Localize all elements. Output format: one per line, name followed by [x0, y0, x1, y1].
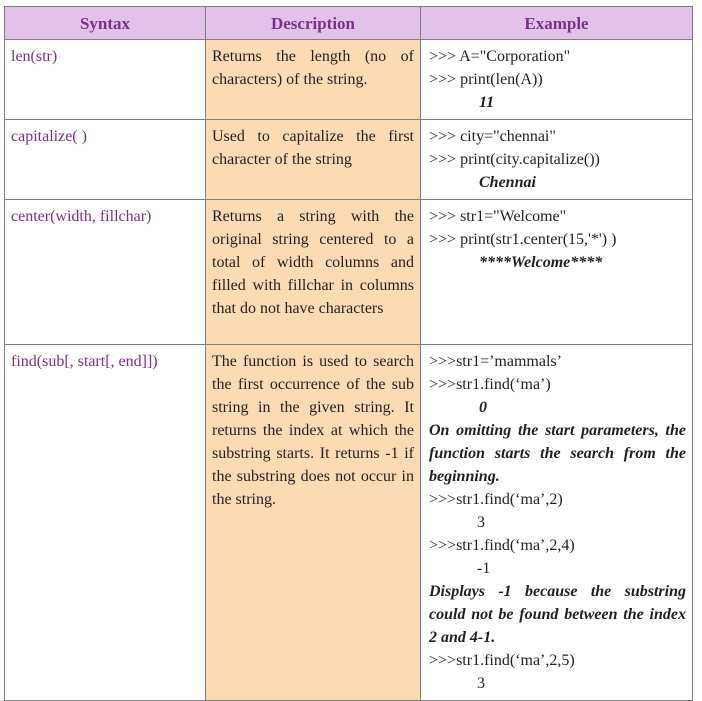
code-line: >>> str1="Welcome" — [429, 208, 567, 225]
syntax-cell: center(width, fillchar) — [5, 200, 206, 345]
description-cell: The function is used to search the first occurrence of the sub string in the given string. It returns the index at which the substring starts. It returns -1 if the substring does not occur in the string. — [206, 345, 421, 701]
syntax-cell: find(sub[, start[, end]]) — [5, 345, 206, 701]
code-line: >>>str1.find(‘ma’,2,5) — [429, 652, 575, 669]
example-cell — [421, 120, 693, 200]
header-row — [5, 7, 693, 40]
output-line: ****Welcome**** — [479, 254, 603, 271]
description-cell: Returns a string with the original string centered to a total of width columns and filled with fillchar in columns that do not have characters — [206, 200, 421, 345]
code-line: >>>str1.find(‘ma’) — [429, 376, 551, 393]
output-line: -1 — [477, 560, 491, 577]
output-line: Chennai — [479, 174, 536, 191]
description-cell: Used to capitalize the first character of the string — [206, 120, 421, 200]
header-example: Example — [421, 7, 693, 40]
output-line: 11 — [479, 94, 495, 111]
description-cell: Returns the length (no of characters) of the string. — [206, 40, 421, 120]
note-text: Displays -1 because the substring could not be found between the index 2 and 4-1. — [429, 583, 686, 646]
table-row — [5, 200, 693, 345]
syntax-cell: len(str) — [5, 40, 206, 120]
header-description: Description — [206, 7, 421, 40]
example-cell — [421, 200, 693, 345]
example-cell — [421, 345, 693, 701]
code-line: >>> A="Corporation" — [429, 48, 571, 65]
output-line: 0 — [479, 399, 487, 416]
code-line: >>> print(len(A)) — [429, 71, 543, 88]
string-functions-table — [4, 6, 693, 701]
code-line: >>>str1.find(‘ma’,2,4) — [429, 537, 575, 554]
output-line: 3 — [477, 514, 485, 531]
output-line: 3 — [477, 675, 485, 692]
syntax-cell: capitalize( ) — [5, 120, 206, 200]
table-row — [5, 40, 693, 120]
header-syntax: Syntax — [5, 7, 206, 40]
example-cell — [421, 40, 693, 120]
note-text: On omitting the start parameters, the function starts the search from the beginning. — [429, 422, 686, 485]
code-line: >>>str1=’mammals’ — [429, 353, 562, 370]
table-row — [5, 120, 693, 200]
code-line: >>> city="chennai" — [429, 128, 556, 145]
code-line: >>> print(city.capitalize()) — [429, 151, 600, 168]
code-line: >>> print(str1.center(15,'*') ) — [429, 231, 617, 248]
code-line: >>>str1.find(‘ma’,2) — [429, 491, 563, 508]
table-row — [5, 345, 693, 701]
